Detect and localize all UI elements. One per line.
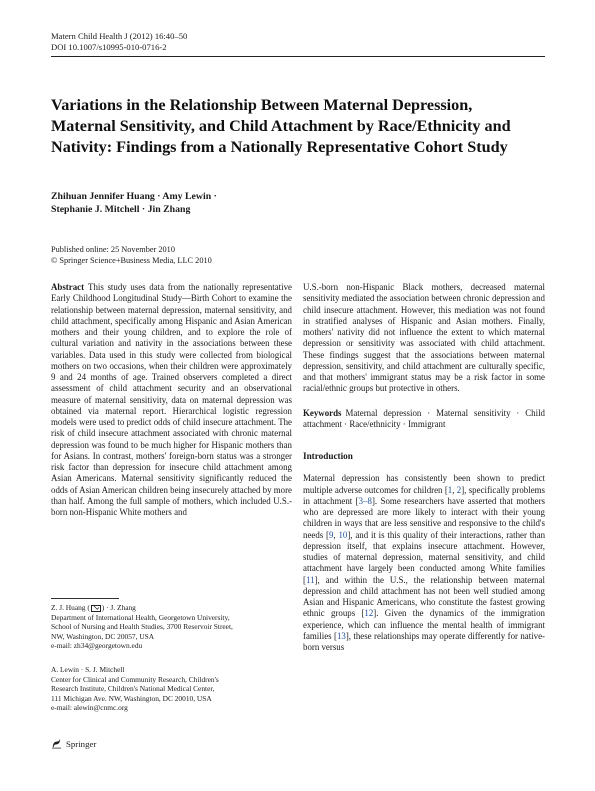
published-date: Published online: 25 November 2010 bbox=[51, 245, 175, 254]
keywords bbox=[303, 408, 545, 431]
affiliation-rule bbox=[51, 598, 119, 599]
intro-text: Maternal depression has consistently been shown to predict multiple adverse outcomes for children [ bbox=[303, 473, 545, 495]
keywords-text: Maternal depression · Maternal sensitivity · Child attachment · Race/ethnicity · Immigrant bbox=[303, 407, 545, 429]
affiliation-email[interactable]: e-mail: zh34@georgetown.edu bbox=[51, 641, 143, 651]
affiliation-name-text: Z. J. Huang ( bbox=[51, 603, 90, 612]
abstract-text-left: This study uses data from the nationally representative Early Childhood Longitudinal Study—Birth Cohort to examine the relationship between maternal depression, maternal sensitivity, and child attachment, specifically among Hispanic and Asian American mothers and their young children, and to explore the role of cultural variation and nativity in the associations between these variables. Data used in this study were collected from biological mothers on two occasions, when their children were approximately 9 and 24 months of age. Trained observers completed a direct assessment of child attachment security and an observational measure of maternal sensitivity, data on maternal depression was obtained via maternal report. Hierarchical logistic regression models were used to predict odds of child insecure attachment. The risk of child insecure attachment associated with chronic maternal depression was found to be much higher for Hispanic mothers than for Asians. In contrast, mothers' foreign-born status was a stronger risk factor than depression for insecure child attachment among Asian Americans. Maternal sensitivity significantly reduced the odds of Asian American children being insecurely attached by more than half. Among the full sample of mothers, which included U.S.-born non-Hispanic White mothers and bbox=[51, 282, 292, 517]
affiliation-line: 111 Michigan Ave. NW, Washington, DC 20010, USA bbox=[51, 693, 212, 703]
article-title: Variations in the Relationship Between Maternal Depression, Maternal Sensitivity, and Child Attachment by Race/Ethnicity and Nativity: Findings from a Nationally Representative Cohort Study bbox=[51, 96, 511, 156]
envelope-icon[interactable] bbox=[91, 605, 101, 612]
intro-text: ], specifically problems in attachment [ bbox=[303, 484, 546, 506]
keywords-label: Keywords bbox=[303, 407, 342, 418]
intro-text: , bbox=[452, 484, 457, 495]
citation-link[interactable]: 3–8 bbox=[358, 495, 372, 506]
left-column bbox=[51, 282, 292, 518]
affiliation-block-2 bbox=[51, 665, 296, 713]
affiliation-email[interactable]: e-mail: alewin@cnmc.org bbox=[51, 703, 128, 713]
intro-text: ], and within the U.S., the relationship between maternal depression and child attachment has not been well studied among Asian and Hispanic Americans, who constitute the fastest growing ethnic groups [ bbox=[303, 574, 545, 619]
citation-link[interactable]: 2 bbox=[456, 484, 462, 495]
citation-link[interactable]: 12 bbox=[364, 608, 374, 619]
intro-text: ]. Given the dynamics of the immigration experience, which can influence the mental health of immigrant families [ bbox=[303, 608, 545, 641]
affiliation-block-1 bbox=[51, 603, 296, 651]
affiliation-names bbox=[51, 603, 296, 613]
intro-text: , bbox=[333, 529, 339, 540]
affiliation-line: Department of International Health, Georgetown University, bbox=[51, 612, 230, 622]
abstract-text-right: U.S.-born non-Hispanic Black mothers, decreased maternal sensitivity mediated the association between chronic depression and child insecure attachment. However, this mediation was not found in stratified analyses of Hispanic and Asian mothers. Finally, mothers' nativity did not influence the extent to which maternal depression or sensitivity was associated with child attachment. These findings suggest that the associations between maternal depression, sensitivity, and child attachment are culturally specific, and that mothers' immigrant status may be a risk factor in some racial/ethnic groups but protective in others. bbox=[303, 282, 545, 394]
affiliation-line: NW, Washington, DC 20057, USA bbox=[51, 631, 155, 641]
abstract-label: Abstract bbox=[51, 282, 85, 292]
affiliation-line: Research Institute, Children's National Medical Center, bbox=[51, 684, 215, 694]
intro-text: ], and it is this quality of their interactions, rather than depression itself, that explains insecure attachment. However, studies of maternal depression, maternal sensitivity, and child attachment have largely been conducted among White families [ bbox=[303, 529, 546, 585]
journal-citation: Matern Child Health J (2012) 16:40–50 bbox=[51, 31, 188, 41]
doi: DOI 10.1007/s10995-010-0716-2 bbox=[51, 42, 167, 52]
citation-link[interactable]: 10 bbox=[338, 529, 348, 540]
citation-link[interactable]: 9 bbox=[328, 529, 334, 540]
introduction-heading: Introduction bbox=[303, 451, 353, 461]
citation-link[interactable]: 11 bbox=[305, 574, 315, 585]
journal-header bbox=[51, 31, 187, 53]
authors-line-1: Zhihuan Jennifer Huang · Amy Lewin · bbox=[51, 191, 217, 202]
header-rule bbox=[51, 56, 545, 57]
affiliation-line: School of Nursing and Health Studies, 3700 Reservoir Street, bbox=[51, 622, 233, 632]
citation-link[interactable]: 13 bbox=[336, 630, 346, 641]
authors-line-2: Stephanie J. Mitchell · Jin Zhang bbox=[51, 204, 191, 215]
citation-link[interactable]: 1 bbox=[447, 484, 453, 495]
copyright-notice: © Springer Science+Business Media, LLC 2010 bbox=[51, 255, 212, 265]
intro-text: ], these relationships may operate differently for native-born versus bbox=[303, 630, 545, 652]
author-list bbox=[51, 190, 471, 216]
publisher-name: Springer bbox=[66, 738, 97, 749]
intro-text: ]. Some researchers have asserted that mothers who are depressed are more likely to interact with their young children in ways that are less sensitive and responsive to the child's needs [ bbox=[303, 495, 545, 540]
affiliation-names: A. Lewin · S. J. Mitchell bbox=[51, 665, 125, 674]
affiliation-name-text: ) · J. Zhang bbox=[101, 603, 136, 612]
page-footer bbox=[51, 738, 96, 749]
springer-logo-icon bbox=[51, 738, 62, 749]
abstract-left bbox=[51, 282, 292, 518]
affiliation-line: Center for Clinical and Community Research, Children's bbox=[51, 674, 219, 684]
publication-info bbox=[51, 245, 351, 266]
introduction-paragraph bbox=[303, 473, 545, 653]
right-column bbox=[303, 282, 545, 653]
